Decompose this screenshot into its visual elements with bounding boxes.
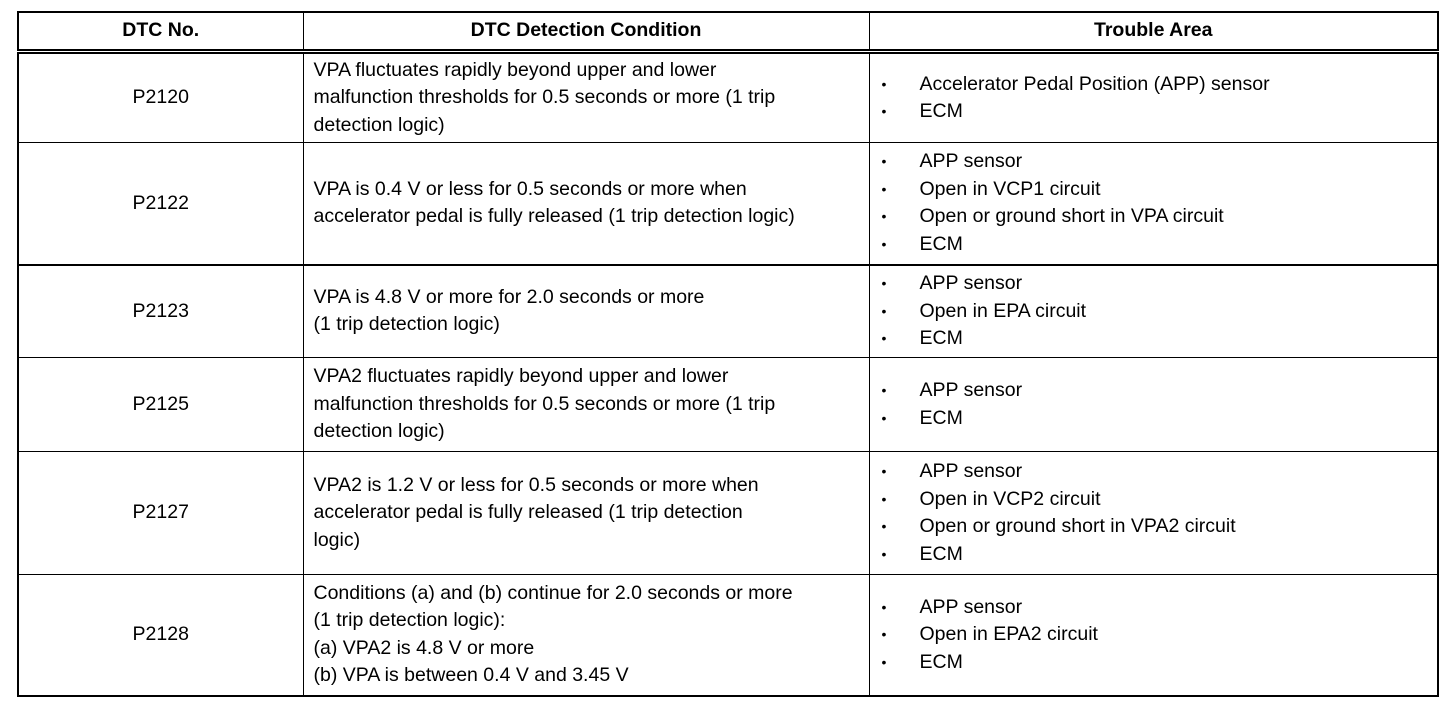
condition-line: VPA is 0.4 V or less for 0.5 seconds or more when (313, 177, 747, 200)
trouble-area-text: APP sensor (919, 595, 1023, 618)
trouble-area-text: Open in VCP1 circuit (919, 177, 1101, 200)
condition-line: VPA is 4.8 V or more for 2.0 seconds or more (313, 285, 705, 308)
dtc-code-cell: P2123 (18, 265, 303, 358)
bullet-icon: • (881, 180, 887, 197)
bullet-icon: • (881, 75, 887, 92)
trouble-area-list (878, 377, 1438, 432)
trouble-area-cell (869, 265, 1438, 358)
dtc-code-cell: P2128 (18, 575, 303, 696)
trouble-area-cell (869, 52, 1438, 143)
list-item (878, 231, 1438, 259)
bullet-icon: • (881, 208, 887, 225)
list-item (878, 71, 1438, 99)
list-item (878, 203, 1438, 231)
trouble-area-list (878, 270, 1438, 353)
list-item (878, 98, 1438, 126)
trouble-area-cell (869, 143, 1438, 265)
list-item (878, 377, 1438, 405)
detection-condition-cell (303, 452, 869, 575)
bullet-icon: • (881, 653, 887, 670)
bullet-icon: • (881, 518, 887, 534)
trouble-area-list (878, 148, 1438, 258)
bullet-icon: • (881, 382, 887, 398)
list-item (878, 270, 1438, 298)
condition-line: Conditions (a) and (b) continue for 2.0 seconds or more (313, 581, 793, 604)
bullet-icon: • (881, 545, 887, 562)
bullet-icon: • (881, 302, 887, 319)
trouble-area-text: ECM (919, 406, 963, 429)
dtc-code-cell: P2122 (18, 143, 303, 265)
bullet-icon: • (881, 153, 887, 170)
list-item (878, 649, 1438, 677)
table-row (18, 358, 1438, 452)
header-dtc-no: DTC No. (18, 12, 303, 52)
condition-line: accelerator pedal is fully released (1 trip detection (313, 501, 743, 524)
bullet-icon: • (881, 275, 887, 291)
condition-line: (1 trip detection logic) (313, 313, 500, 336)
table-row (18, 265, 1438, 358)
trouble-area-text: Open or ground short in VPA circuit (919, 205, 1224, 228)
condition-line: malfunction thresholds for 0.5 seconds or more (1 trip (313, 86, 776, 109)
list-item (878, 325, 1438, 353)
trouble-area-list (878, 594, 1438, 677)
condition-line: detection logic) (313, 420, 445, 443)
trouble-area-cell (869, 452, 1438, 575)
bullet-icon: • (881, 463, 887, 479)
detection-condition-cell (303, 143, 869, 265)
detection-condition-cell (303, 265, 869, 358)
list-item (878, 541, 1438, 569)
detection-condition-cell (303, 52, 869, 143)
trouble-area-text: APP sensor (919, 150, 1023, 173)
condition-line: (1 trip detection logic): (313, 609, 506, 632)
header-detection-condition: DTC Detection Condition (303, 12, 869, 52)
condition-line: (a) VPA2 is 4.8 V or more (313, 636, 535, 659)
dtc-code-cell: P2125 (18, 358, 303, 452)
trouble-area-text: APP sensor (919, 272, 1023, 294)
trouble-area-list (878, 71, 1438, 126)
header-trouble-area: Trouble Area (869, 12, 1438, 52)
dtc-code-cell: P2120 (18, 52, 303, 143)
trouble-area-text: APP sensor (919, 460, 1023, 482)
table-row (18, 143, 1438, 265)
list-item (878, 621, 1438, 649)
table-header-row (18, 12, 1438, 52)
list-item (878, 486, 1438, 514)
table-row (18, 52, 1438, 143)
list-item (878, 176, 1438, 204)
trouble-area-list (878, 458, 1438, 568)
bullet-icon: • (881, 235, 887, 252)
bullet-icon: • (881, 490, 887, 507)
condition-line: VPA2 fluctuates rapidly beyond upper and lower (313, 365, 729, 388)
trouble-area-text: APP sensor (919, 379, 1023, 401)
table-body (18, 52, 1438, 696)
trouble-area-text: ECM (919, 542, 963, 565)
list-item (878, 405, 1438, 433)
dtc-table (17, 11, 1439, 697)
dtc-code-cell: P2127 (18, 452, 303, 575)
detection-condition-cell (303, 575, 869, 696)
trouble-area-text: Accelerator Pedal Position (APP) sensor (919, 72, 1270, 95)
detection-condition-cell (303, 358, 869, 452)
condition-line: accelerator pedal is fully released (1 trip detection logic) (313, 205, 795, 228)
list-item (878, 458, 1438, 486)
condition-line: logic) (313, 528, 361, 551)
list-item (878, 594, 1438, 622)
condition-line: (b) VPA is between 0.4 V and 3.45 V (313, 664, 629, 687)
table-row (18, 575, 1438, 696)
bullet-icon: • (881, 626, 887, 642)
condition-line: detection logic) (313, 113, 445, 136)
condition-line: malfunction thresholds for 0.5 seconds or more (1 trip (313, 392, 776, 415)
trouble-area-text: Open or ground short in VPA2 circuit (919, 515, 1236, 537)
trouble-area-text: ECM (919, 100, 963, 122)
bullet-icon: • (881, 330, 887, 346)
table-row (18, 452, 1438, 575)
trouble-area-cell (869, 575, 1438, 696)
trouble-area-text: Open in VCP2 circuit (919, 487, 1101, 510)
trouble-area-text: Open in EPA circuit (919, 299, 1087, 322)
bullet-icon: • (881, 103, 887, 119)
list-item (878, 298, 1438, 326)
condition-line: VPA2 is 1.2 V or less for 0.5 seconds or more when (313, 473, 759, 496)
bullet-icon: • (881, 409, 887, 426)
bullet-icon: • (881, 598, 887, 615)
list-item (878, 148, 1438, 176)
trouble-area-cell (869, 358, 1438, 452)
trouble-area-text: ECM (919, 327, 963, 349)
trouble-area-text: ECM (919, 232, 963, 255)
list-item (878, 513, 1438, 541)
trouble-area-text: Open in EPA2 circuit (919, 623, 1098, 645)
trouble-area-text: ECM (919, 650, 963, 673)
condition-line: VPA fluctuates rapidly beyond upper and lower (313, 58, 717, 81)
